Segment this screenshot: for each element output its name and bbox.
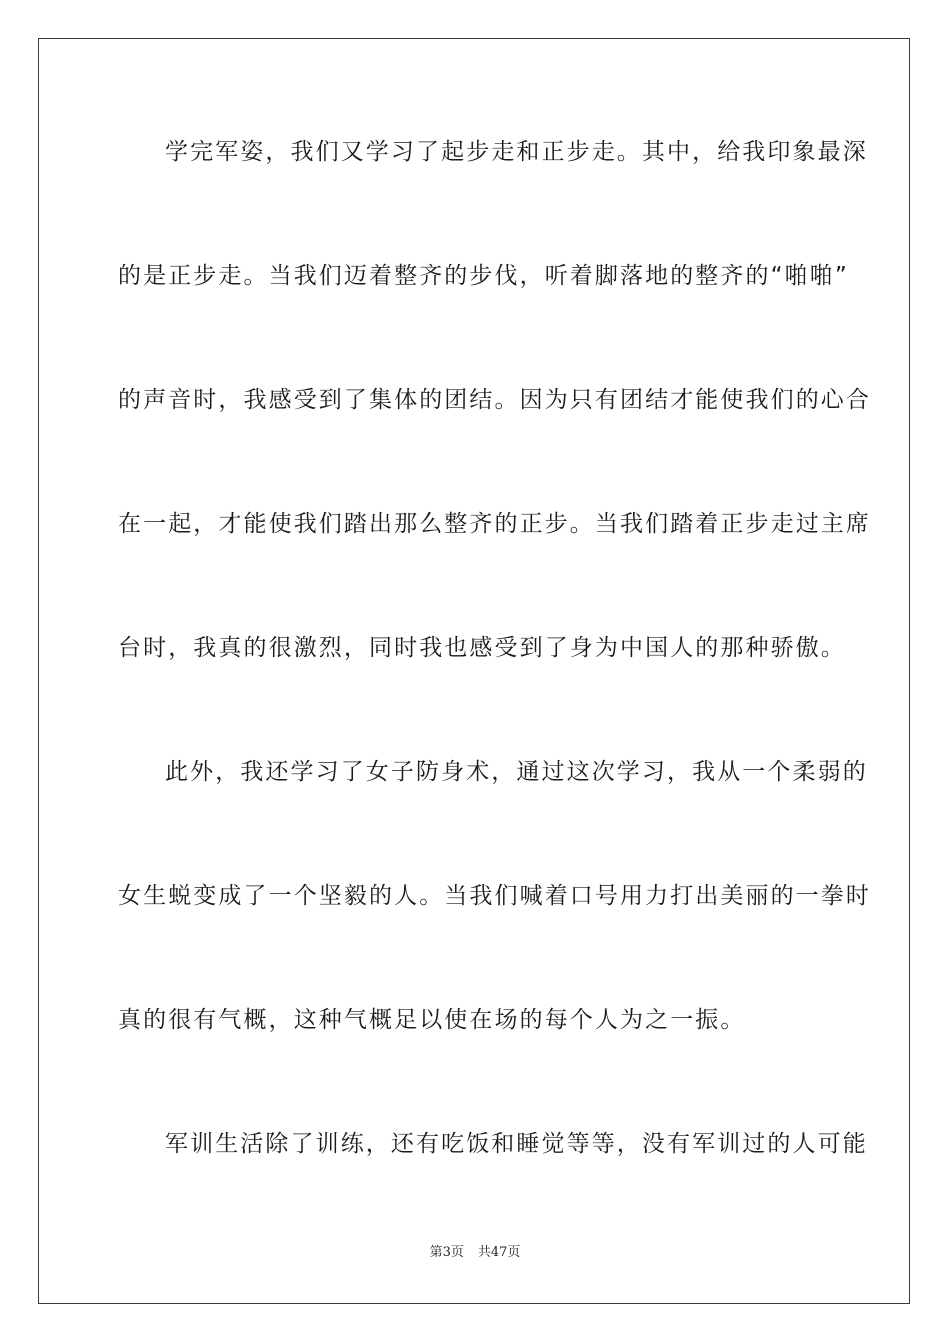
paragraph-line: 的是正步走。当我们迈着整齐的步伐，听着脚落地的整齐的“啪啪” (118, 263, 849, 289)
paragraph-line: 军训生活除了训练，还有吃饭和睡觉等等，没有军训过的人可能 (165, 1131, 868, 1157)
paragraph-line: 真的很有气概，这种气概足以使在场的每个人为之一振。 (118, 1007, 746, 1033)
paragraph-line: 学完军姿，我们又学习了起步走和正步走。其中，给我印象最深 (165, 139, 868, 165)
page-number: 第3页 (429, 1245, 464, 1260)
page-footer (0, 1244, 950, 1262)
page-total: 共47页 (477, 1245, 521, 1260)
paragraph-line: 的声音时，我感受到了集体的团结。因为只有团结才能使我们的心合 (118, 387, 871, 413)
paragraph-line: 女生蜕变成了一个坚毅的人。当我们喊着口号用力打出美丽的一拳时 (118, 883, 871, 909)
page-border (38, 38, 910, 1304)
paragraph-line: 在一起，才能使我们踏出那么整齐的正步。当我们踏着正步走过主席 (118, 511, 871, 537)
paragraph-line: 台时，我真的很激烈，同时我也感受到了身为中国人的那种骄傲。 (118, 635, 846, 661)
paragraph-line: 此外，我还学习了女子防身术，通过这次学习，我从一个柔弱的 (165, 759, 868, 785)
